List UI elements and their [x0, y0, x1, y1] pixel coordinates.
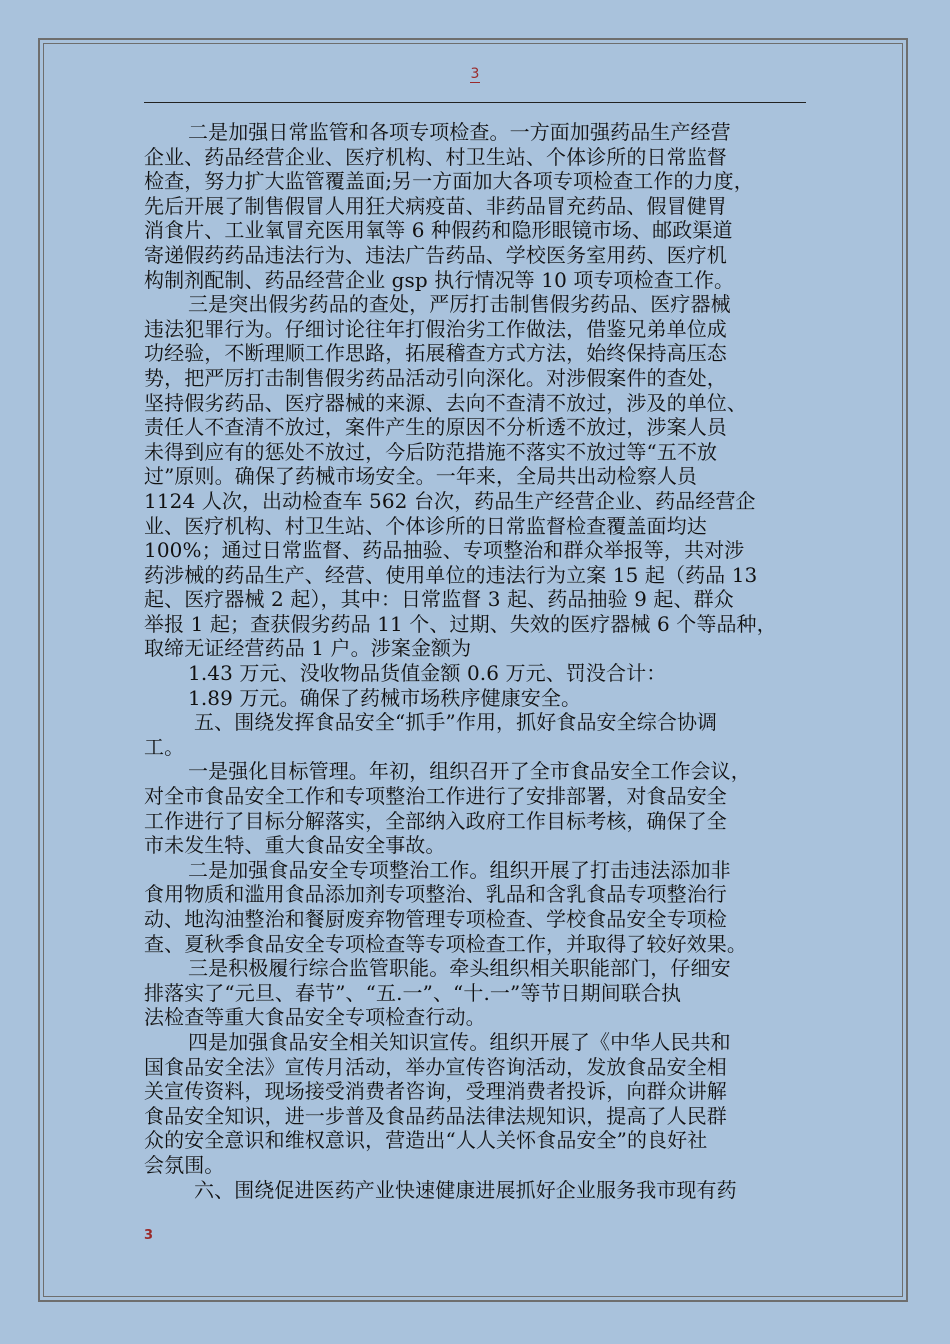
text-line: 食品安全知识，进一步普及食品药品法律法规知识，提高了人民群 [144, 1103, 727, 1128]
text-line: 众的安全意识和维权意识，营造出“人人关怀食品安全”的良好社 [144, 1128, 708, 1153]
text-line: 国食品安全法》宣传月活动，举办宣传咨询活动，发放食品安全相 [144, 1054, 727, 1079]
text-line: 责任人不查清不放过，案件产生的原因不分析透不放过，涉案人员 [144, 415, 727, 440]
text-line: 二是加强日常监管和各项专项检查。一方面加强药品生产经营 [188, 120, 731, 144]
text-line: 工。 [144, 734, 185, 759]
text-line: 先后开展了制售假冒人用狂犬病疫苗、非药品冒充药品、假冒健胃 [144, 193, 727, 218]
text-line: 业、医疗机构、村卫生站、个体诊所的日常监督检查覆盖面均达 [144, 513, 707, 538]
text-line: 三是积极履行综合监管职能。牵头组织相关职能部门，仔细安 [188, 956, 731, 981]
footer-page-number: 3 [144, 1228, 154, 1243]
text-line: 市未发生特、重大食品安全事故。 [144, 833, 446, 858]
text-line: 动、地沟油整治和餐厨废弃物管理专项检查、学校食品安全专项检 [144, 907, 727, 931]
text-line: 1.43 万元、没收物品货值金额 0.6 万元、罚没合计： [188, 661, 667, 686]
text-line: 1124 人次，出动检查车 562 台次，药品生产经营企业、药品经营企 [144, 488, 756, 513]
document-body [144, 120, 824, 1202]
text-line: 举报 1 起；查获假劣药品 11 个、过期、失效的医疗器械 6 个等品种， [144, 611, 777, 636]
text-line: 势，把严厉打击制售假劣药品活动引向深化。对涉假案件的查处， [144, 365, 727, 390]
text-line: 关宣传资料，现场接受消费者咨询，受理消费者投诉，向群众讲解 [144, 1079, 727, 1104]
text-line: 六、围绕促进医药产业快速健康进展抓好企业服务我市现有药 [194, 1177, 737, 1202]
header-page-number-text: 3 [470, 66, 480, 82]
text-line: 企业、药品经营企业、医疗机构、村卫生站、个体诊所的日常监督 [144, 144, 727, 169]
text-line: 1.89 万元。确保了药械市场秩序健康安全。 [188, 685, 582, 710]
text-line: 取缔无证经营药品 1 户。涉案金额为 [144, 636, 472, 661]
text-line: 五、围绕发挥食品安全“抓手”作用，抓好食品安全综合协调 [194, 710, 718, 735]
text-line: 构制剂配制、药品经营企业 gsp 执行情况等 10 项专项检查工作。 [144, 267, 735, 292]
text-line: 过”原则。确保了药械市场安全。一年来，全局共出动检察人员 [144, 464, 698, 489]
text-line: 食用物质和滥用食品添加剂专项整治、乳品和含乳食品专项整治行 [144, 882, 727, 907]
text-line: 检查，努力扩大监管覆盖面;另一方面加大各项专项检查工作的力度， [144, 169, 754, 194]
text-line: 工作进行了目标分解落实，全部纳入政府工作目标考核，确保了全 [144, 808, 727, 833]
text-line: 三是突出假劣药品的查处，严厉打击制售假劣药品、医疗器械 [188, 292, 731, 317]
text-line: 药涉械的药品生产、经营、使用单位的违法行为立案 15 起（药品 13 [144, 562, 758, 587]
text-line: 坚持假劣药品、医疗器械的来源、去向不查清不放过，涉及的单位、 [144, 390, 747, 415]
header-rule [144, 102, 806, 103]
text-line: 功经验，不断理顺工作思路，拓展稽查方式方法，始终保持高压态 [144, 341, 727, 366]
text-line: 四是加强食品安全相关知识宣传。组织开展了《中华人民共和 [188, 1029, 731, 1054]
text-line: 消食片、工业氧冒充医用氧等 6 种假药和隐形眼镜市场、邮政渠道 [144, 218, 733, 243]
text-line: 违法犯罪行为。仔细讨论往年打假治劣工作做法，借鉴兄弟单位成 [144, 316, 727, 341]
text-line: 起、医疗器械 2 起），其中：日常监督 3 起、药品抽验 9 起、群众 [144, 587, 734, 612]
text-line: 一是强化目标管理。年初，组织召开了全市食品安全工作会议， [188, 759, 751, 784]
text-line: 二是加强食品安全专项整治工作。组织开展了打击违法添加非 [188, 857, 731, 882]
header-page-number [0, 66, 950, 82]
text-line: 会氛围。 [144, 1152, 225, 1177]
text-line: 100%；通过日常监督、药品抽验、专项整治和群众举报等，共对涉 [144, 538, 745, 563]
text-line: 未得到应有的惩处不放过，今后防范措施不落实不放过等“五不放 [144, 439, 718, 464]
text-line: 寄递假药药品违法行为、违法广告药品、学校医务室用药、医疗机 [144, 242, 727, 267]
text-line: 查、夏秋季食品安全专项检查等专项检查工作，并取得了较好效果。 [144, 931, 747, 956]
text-line: 排落实了“元旦、春节”、“五.一”、“十.一”等节日期间联合执 [144, 980, 682, 1005]
text-line: 对全市食品安全工作和专项整治工作进行了安排部署，对食品安全 [144, 784, 727, 809]
text-line: 法检查等重大食品安全专项检查行动。 [144, 1005, 486, 1030]
